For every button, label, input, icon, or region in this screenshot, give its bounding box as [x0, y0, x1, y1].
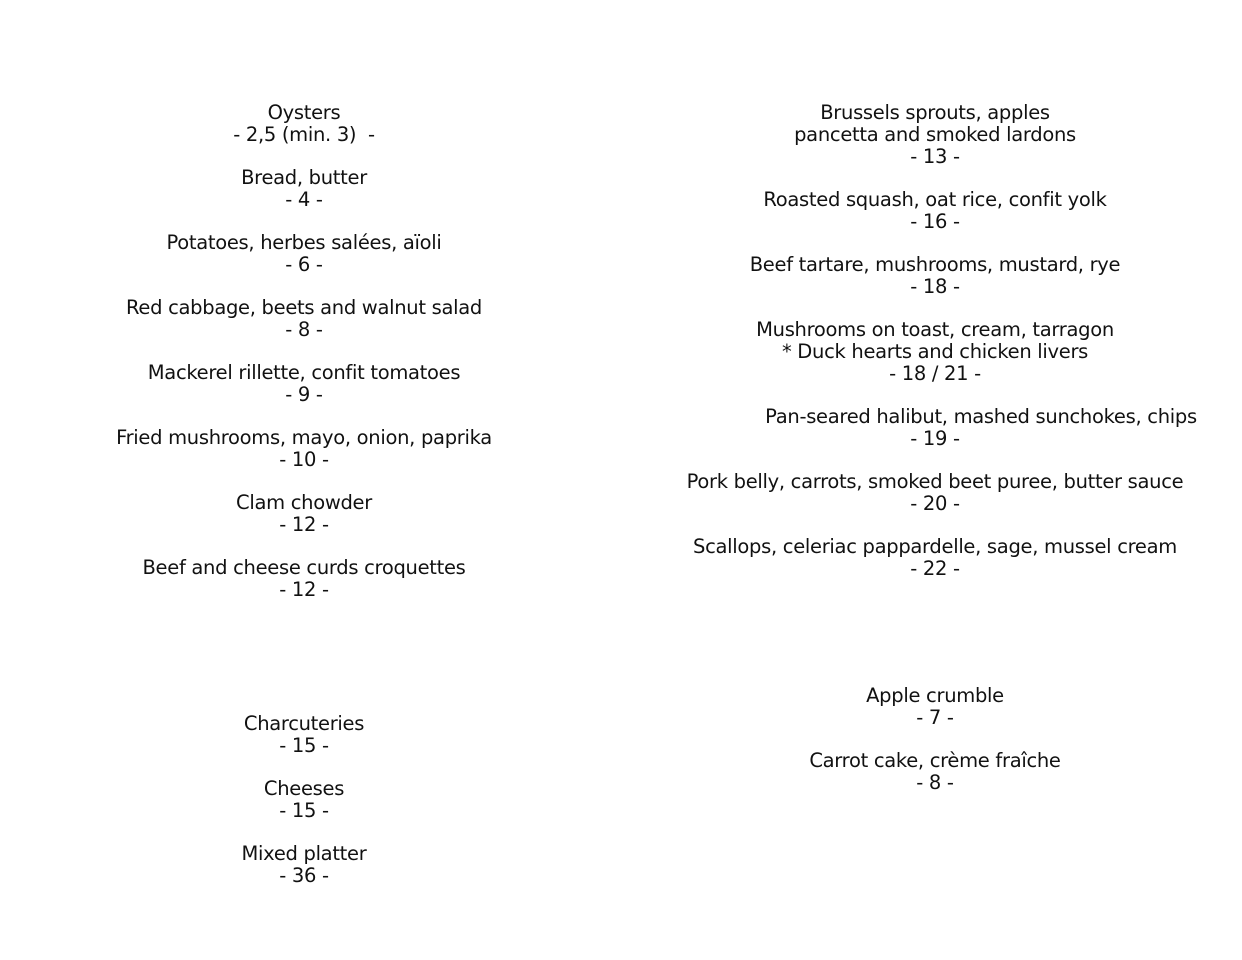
item-price: - 4 -: [285, 188, 323, 211]
item-price: - 19 -: [910, 427, 960, 450]
item-name: Mixed platter: [241, 842, 367, 865]
menu-item-beef-tartare: [630, 254, 1240, 298]
small-plates-section: [84, 102, 524, 601]
item-price: - 15 -: [279, 734, 329, 757]
item-name: Beef and cheese curds croquettes: [142, 556, 466, 579]
item-price: - 8 -: [916, 771, 954, 794]
item-name: Beef tartare, mushrooms, mustard, rye: [749, 253, 1121, 276]
menu-item-potatoes: [84, 232, 524, 276]
item-price: - 16 -: [910, 210, 960, 233]
item-name: Cheeses: [263, 777, 345, 800]
item-name: Apple crumble: [866, 684, 1004, 707]
item-name: Potatoes, herbes salées, aïoli: [166, 231, 442, 254]
menu-item-mackerel-rillette: [84, 362, 524, 406]
item-price: - 22 -: [910, 557, 960, 580]
item-name: Clam chowder: [236, 491, 372, 514]
item-price: - 13 -: [910, 145, 960, 168]
item-price: - 6 -: [285, 253, 323, 276]
menu-item-roasted-squash: [630, 189, 1240, 233]
menu-item-carrot-cake: [630, 750, 1240, 794]
item-name-continued: pancetta and smoked lardons: [794, 123, 1076, 146]
boards-section: [84, 713, 524, 887]
desserts-section: [630, 685, 1240, 794]
item-price: - 2,5 (min. 3) -: [233, 123, 375, 146]
item-name: Brussels sprouts, apples: [820, 101, 1050, 124]
menu-item-pork-belly: [630, 471, 1240, 515]
item-name: Mushrooms on toast, cream, tarragon: [756, 318, 1114, 341]
menu-item-clam-chowder: [84, 492, 524, 536]
menu-item-cheeses: [84, 778, 524, 822]
item-price: - 20 -: [910, 492, 960, 515]
item-price: - 18 -: [910, 275, 960, 298]
item-name: Bread, butter: [241, 166, 367, 189]
item-name: Mackerel rillette, confit tomatoes: [147, 361, 461, 384]
item-name: Oysters: [267, 101, 341, 124]
item-name: Carrot cake, crème fraîche: [809, 749, 1061, 772]
item-price: - 12 -: [279, 513, 329, 536]
menu-item-bread-butter: [84, 167, 524, 211]
menu-item-brussels-sprouts: [630, 102, 1240, 168]
item-price: - 36 -: [279, 864, 329, 887]
item-price: - 8 -: [285, 318, 323, 341]
item-name: Roasted squash, oat rice, confit yolk: [763, 188, 1107, 211]
item-name: Scallops, celeriac pappardelle, sage, mussel cream: [693, 535, 1177, 558]
item-name: Red cabbage, beets and walnut salad: [126, 296, 482, 319]
menu-item-apple-crumble: [630, 685, 1240, 729]
item-name: Charcuteries: [243, 712, 365, 735]
item-price: - 10 -: [279, 448, 329, 471]
item-price: - 7 -: [916, 706, 954, 729]
item-name: Pan-seared halibut, mashed sunchokes, chips: [765, 405, 1197, 428]
item-name: Fried mushrooms, mayo, onion, paprika: [116, 426, 492, 449]
menu-item-mushrooms-on-toast: [630, 319, 1240, 385]
menu-item-fried-mushrooms: [84, 427, 524, 471]
menu-item-halibut: [630, 406, 1240, 450]
item-name: Pork belly, carrots, smoked beet puree, butter sauce: [686, 470, 1184, 493]
item-price: - 9 -: [285, 383, 323, 406]
menu-item-red-cabbage-salad: [84, 297, 524, 341]
menu-item-mixed-platter: [84, 843, 524, 887]
item-name-option: * Duck hearts and chicken livers: [781, 340, 1089, 363]
item-price: - 18 / 21 -: [889, 362, 981, 385]
menu-item-croquettes: [84, 557, 524, 601]
mains-section: [630, 102, 1240, 580]
menu-item-scallops: [630, 536, 1240, 580]
item-price: - 15 -: [279, 799, 329, 822]
menu-item-oysters: [84, 102, 524, 146]
menu-item-charcuteries: [84, 713, 524, 757]
item-price: - 12 -: [279, 578, 329, 601]
